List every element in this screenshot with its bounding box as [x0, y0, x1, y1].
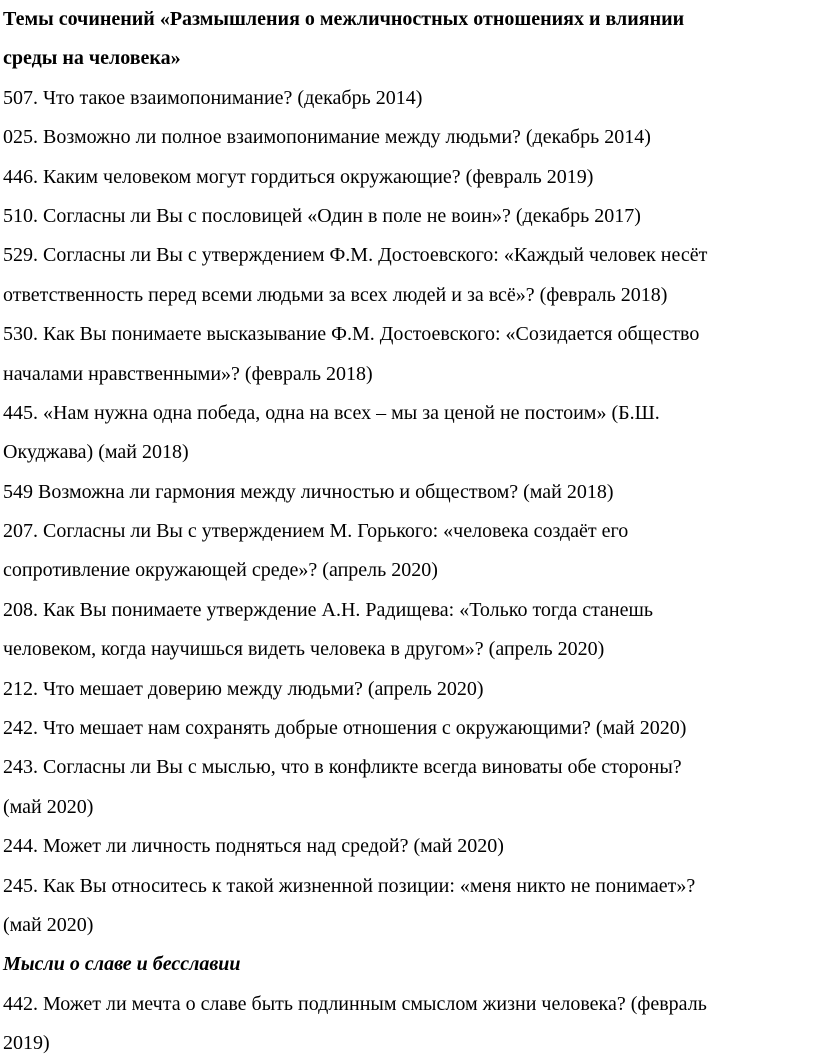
document-page — [3, 0, 811, 1064]
topic-line: 530. Как Вы понимаете высказывание Ф.М. Достоевского: «Созидается общество — [3, 323, 700, 346]
section-topic-line: 442. Может ли мечта о славе быть подлинным смыслом жизни человека? (февраль — [3, 992, 707, 1015]
topic-line: 025. Возможно ли полное взаимопонимание между людьми? (декабрь 2014) — [3, 126, 651, 149]
topic-line: 245. Как Вы относитесь к такой жизненной позиции: «меня никто не понимает»? — [3, 874, 696, 897]
document-title-line-2: среды на человека» — [3, 47, 181, 70]
topic-line: 445. «Нам нужна одна победа, одна на всех – мы за ценой не постоим» (Б.Ш. — [3, 401, 660, 424]
topic-line: 212. Что мешает доверию между людьми? (апрель 2020) — [3, 677, 484, 700]
topic-line: сопротивление окружающей среде»? (апрель 2020) — [3, 559, 438, 582]
topic-line: (май 2020) — [3, 913, 94, 936]
topic-line: 529. Согласны ли Вы с утверждением Ф.М. Достоевского: «Каждый человек несёт — [3, 244, 708, 267]
topic-line: 208. Как Вы понимаете утверждение А.Н. Радищева: «Только тогда станешь — [3, 598, 654, 621]
section-topic-line: 2019) — [3, 1032, 50, 1055]
topic-line: 549 Возможна ли гармония между личностью и обществом? (май 2018) — [3, 480, 614, 503]
document-title-line-1: Темы сочинений «Размышления о межличностных отношениях и влиянии — [3, 8, 685, 30]
topic-line: ответственность перед всеми людьми за всех людей и за всё»? (февраль 2018) — [3, 283, 668, 306]
topic-line: началами нравственными»? (февраль 2018) — [3, 362, 373, 385]
topic-line: 507. Что такое взаимопонимание? (декабрь 2014) — [3, 86, 423, 109]
topic-line: 242. Что мешает нам сохранять добрые отношения с окружающими? (май 2020) — [3, 717, 687, 740]
section-heading: Мысли о славе и бесславии — [3, 953, 241, 976]
topic-line: Окуджава) (май 2018) — [3, 441, 189, 464]
topic-line: 243. Согласны ли Вы с мыслью, что в конфликте всегда виноваты обе стороны? — [3, 756, 682, 779]
topic-line: (май 2020) — [3, 795, 94, 818]
topic-line: 207. Согласны ли Вы с утверждением М. Горького: «человека создаёт его — [3, 520, 629, 543]
topic-line: 510. Согласны ли Вы с пословицей «Один в поле не воин»? (декабрь 2017) — [3, 204, 641, 227]
topic-line: 446. Каким человеком могут гордиться окружающие? (февраль 2019) — [3, 165, 594, 188]
topic-line: 244. Может ли личность подняться над средой? (май 2020) — [3, 835, 504, 858]
topic-line: человеком, когда научишься видеть человека в другом»? (апрель 2020) — [3, 638, 605, 661]
